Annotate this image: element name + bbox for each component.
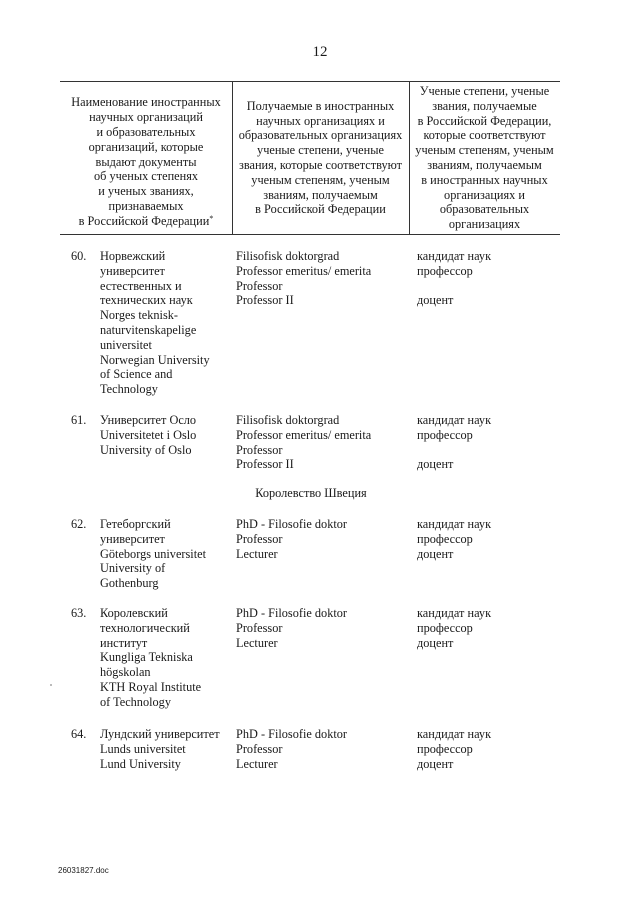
organization-name: Гетеборгский университет Göteborgs universitet University of Gothenburg <box>100 517 206 591</box>
row-number: 61. <box>71 413 87 427</box>
organization-name: Королевский технологический институт Kungliga Tekniska högskolan KTH Royal Institute of Technology <box>100 606 202 709</box>
country-heading: Королевство Швеция <box>255 486 367 500</box>
russian-degrees: кандидат наук профессор доцент <box>417 517 492 561</box>
header-col2-label: Получаемые в иностранных научных организациях и образовательных организациях ученые степени, ученые звания, которые соответствуют ученым степеням, ученым званиям, получаемым в Российской Федерации <box>238 98 403 217</box>
russian-degrees: кандидат наук профессор доцент <box>417 249 492 308</box>
header-col1-label: Наименование иностранных научных организаций и образовательных организаций, которые выдают документы об ученых степенях и ученых званиях, признаваемых в Российской Федерации <box>71 95 221 228</box>
header-col-russian-degrees <box>409 82 560 234</box>
row-number: 63. <box>71 606 87 620</box>
header-col-organization <box>60 82 232 234</box>
organization-name: Норвежский университет естественных и технических наук Norges teknisk- naturvitenskapelige universitet Norwegian University of Science and Technology <box>100 249 210 397</box>
foreign-degrees: Filisofisk doktorgrad Professor emeritus/ emerita Professor Professor II <box>236 413 372 472</box>
table-header <box>60 81 560 235</box>
foreign-degrees: PhD - Filosofie doktor Professor Lecturer <box>236 606 348 650</box>
russian-degrees: кандидат наук профессор доцент <box>417 727 492 771</box>
header-col-organization-text <box>71 95 220 228</box>
russian-degrees: кандидат наук профессор доцент <box>417 413 492 472</box>
organization-name: Университет Осло Universitetet i Oslo University of Oslo <box>100 413 197 457</box>
header-col-foreign-degrees <box>232 82 409 234</box>
foreign-degrees: Filisofisk doktorgrad Professor emeritus/ emerita Professor Professor II <box>236 249 372 308</box>
organization-name: Лундский университет Lunds universitet Lund University <box>100 727 220 771</box>
footer-filename: 26031827.doc <box>58 866 109 875</box>
page-number: 12 <box>312 44 328 60</box>
foreign-degrees: PhD - Filosofie doktor Professor Lecturer <box>236 727 348 771</box>
header-col3-label: Ученые степени, ученые звания, получаемые в Российской Федерации, которые соответствуют ученым степеням, ученым званиям, получаемым в иностранных научных организациях и образовательных организациях <box>415 84 554 232</box>
scan-speck <box>50 684 52 686</box>
foreign-degrees: PhD - Filosofie doktor Professor Lecturer <box>236 517 348 561</box>
row-number: 64. <box>71 727 87 741</box>
row-number: 60. <box>71 249 87 263</box>
footnote-mark: * <box>209 213 214 223</box>
row-number: 62. <box>71 517 87 531</box>
russian-degrees: кандидат наук профессор доцент <box>417 606 492 650</box>
